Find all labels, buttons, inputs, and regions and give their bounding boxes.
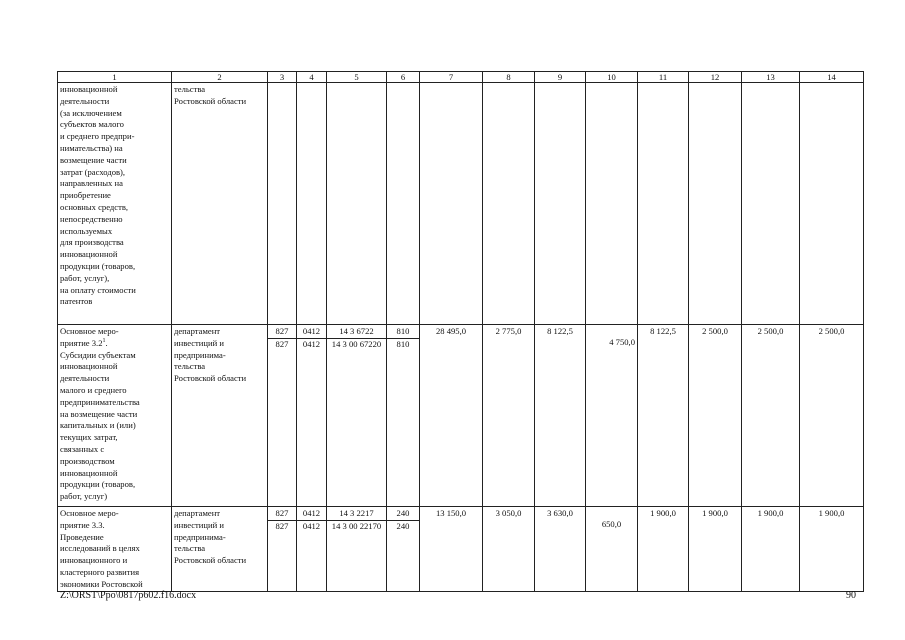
column-header: 2 bbox=[172, 72, 268, 83]
amount-year: 8 122,5 bbox=[535, 325, 586, 507]
rzpr-code: 0412 0412 bbox=[297, 325, 327, 507]
table-row bbox=[58, 83, 864, 325]
table-row bbox=[58, 507, 864, 592]
amount-year: 2 500,0 bbox=[742, 325, 800, 507]
table-header-row bbox=[58, 72, 864, 83]
column-header: 4 bbox=[297, 72, 327, 83]
grbs-code: 827 827 bbox=[268, 507, 297, 592]
amount-year: 1 900,0 bbox=[742, 507, 800, 592]
amount-year: 4 750,0 bbox=[586, 325, 638, 507]
amount-year: 2 775,0 bbox=[483, 325, 535, 507]
amount-total: 28 495,0 bbox=[420, 325, 483, 507]
column-header: 10 bbox=[586, 72, 638, 83]
amount-year: 650,0 bbox=[586, 507, 638, 592]
column-header: 5 bbox=[327, 72, 387, 83]
column-header: 12 bbox=[689, 72, 742, 83]
page-number: 90 bbox=[846, 590, 856, 601]
measure-description: Основное меро- приятие $3.2^1$. Субсидии субъектам инновационной деятельности малого и среднего предпринимательства на возмещение части капитальных и (или) текущих затрат, связанных с производством инновационной продукции (товаров, работ, услуг) bbox=[58, 325, 172, 507]
amount-year: 3 630,0 bbox=[535, 507, 586, 592]
rzpr-code: 0412 0412 bbox=[297, 507, 327, 592]
vr-code: 240 240 bbox=[387, 507, 420, 592]
column-header: 7 bbox=[420, 72, 483, 83]
budget-table bbox=[57, 71, 864, 592]
responsible-executor: департамент инвестиций и предпринима- тельства Ростовской области bbox=[172, 325, 268, 507]
amount-year: 1 900,0 bbox=[689, 507, 742, 592]
column-header: 13 bbox=[742, 72, 800, 83]
amount-year: 3 050,0 bbox=[483, 507, 535, 592]
amount-year: 2 500,0 bbox=[800, 325, 864, 507]
column-header: 6 bbox=[387, 72, 420, 83]
amount-year: 8 122,5 bbox=[638, 325, 689, 507]
vr-code: 810 810 bbox=[387, 325, 420, 507]
responsible-executor: тельства Ростовской области bbox=[172, 83, 268, 325]
grbs-code: 827 827 bbox=[268, 325, 297, 507]
measure-description: инновационной деятельности (за исключением субъектов малого и среднего предпри- нимательства) на возмещение части затрат (расходов), направленных на приобретение основных средств, непосредственно используемых для производства инновационной продукции (товаров, работ, услуг), на оплату стоимости патентов bbox=[58, 83, 172, 325]
csr-code: 14 3 6722 14 3 00 67220 bbox=[327, 325, 387, 507]
csr-code: 14 3 2217 14 3 00 22170 bbox=[327, 507, 387, 592]
amount-total: 13 150,0 bbox=[420, 507, 483, 592]
column-header: 14 bbox=[800, 72, 864, 83]
column-header: 11 bbox=[638, 72, 689, 83]
amount-year: 1 900,0 bbox=[800, 507, 864, 592]
measure-description: Основное меро- приятие 3.3. Проведение исследований в целях инновационного и кластерного развития экономики Ростовской bbox=[58, 507, 172, 592]
column-header: 8 bbox=[483, 72, 535, 83]
column-header: 1 bbox=[58, 72, 172, 83]
column-header: 9 bbox=[535, 72, 586, 83]
amount-year: 2 500,0 bbox=[689, 325, 742, 507]
table-row bbox=[58, 325, 864, 507]
amount-year: 1 900,0 bbox=[638, 507, 689, 592]
column-header: 3 bbox=[268, 72, 297, 83]
file-path: Z:\ORST\Ppo\0817p602.f16.docx bbox=[60, 590, 197, 601]
responsible-executor: департамент инвестиций и предпринима- тельства Ростовской области bbox=[172, 507, 268, 592]
